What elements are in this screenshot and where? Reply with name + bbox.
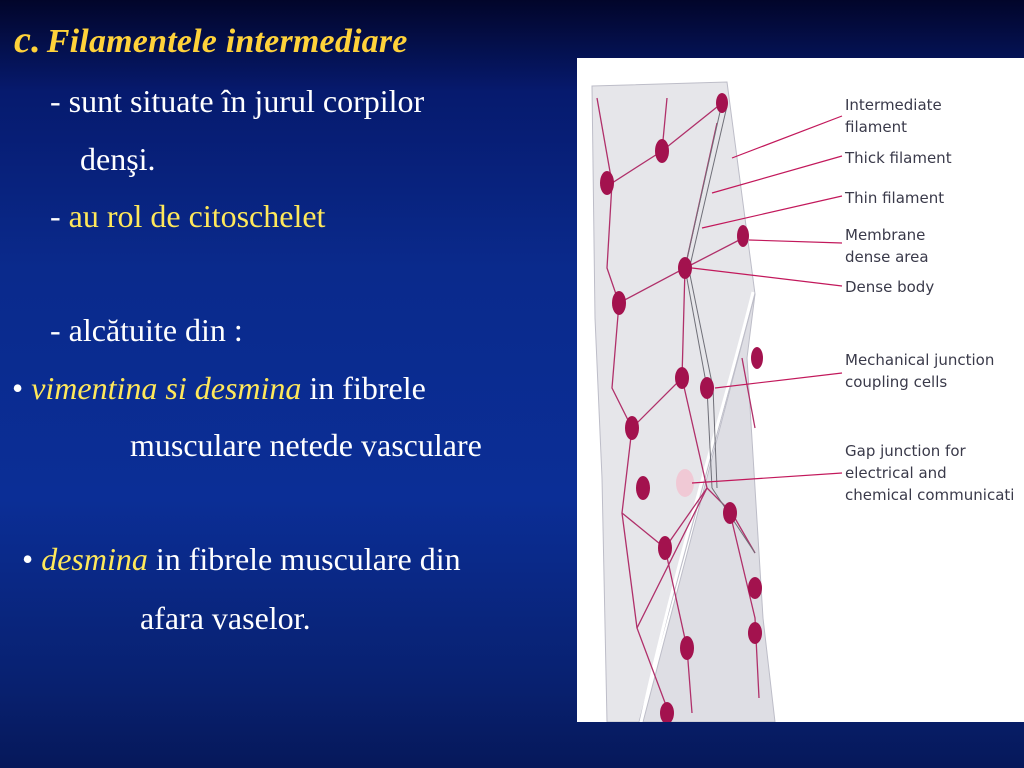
dense-body (737, 225, 749, 247)
label-thin-filament: Thin filament (845, 189, 945, 207)
bullet-line-2: denşi. (80, 141, 156, 177)
dense-body (655, 139, 669, 163)
label-thick-filament: Thick filament (845, 149, 952, 167)
gap-junction (676, 469, 694, 497)
dense-body (751, 347, 763, 369)
bullet-line-5-italic: vimentina si desmina (31, 370, 302, 406)
label-mechanical-junction: Mechanical junction (845, 351, 995, 369)
dense-body (680, 636, 694, 660)
label-filament: filament (845, 118, 908, 136)
bullet-line-5-rest: in fibrele (301, 370, 426, 406)
bullet-line-6: musculare netede vasculare (130, 427, 482, 463)
label-dense-body: Dense body (845, 278, 935, 296)
bullet-line-8: afara vaselor. (140, 600, 311, 636)
smooth-muscle-diagram (577, 58, 1024, 722)
title-letter: c. (14, 19, 41, 61)
bullet-line-5 (12, 370, 426, 407)
label-intermediate: Intermediate (845, 96, 942, 114)
label-membrane: Membrane (845, 226, 926, 244)
dense-body (716, 93, 728, 113)
dense-body (612, 291, 626, 315)
dense-body (658, 536, 672, 560)
bullet-line-3 (50, 198, 325, 235)
label-electrical: electrical and (845, 464, 947, 482)
label-gap-junction: Gap junction for (845, 442, 966, 460)
bullet-line-7-rest: in fibrele musculare din (147, 541, 461, 577)
dense-body (723, 502, 737, 524)
title-text: Filamentele intermediare (46, 23, 408, 60)
dense-body (700, 377, 714, 399)
dense-body (600, 171, 614, 195)
bullet-marker: • (12, 370, 32, 406)
label-dense-area: dense area (845, 248, 929, 266)
figure-labels (844, 96, 1014, 504)
bullet-marker: • (22, 541, 42, 577)
dense-body (678, 257, 692, 279)
slide-title (14, 18, 408, 62)
dense-body (625, 416, 639, 440)
bullet-line-1: - sunt situate în jurul corpilor (50, 83, 425, 119)
label-chemical: chemical communicati (845, 486, 1015, 504)
bullet-line-3-prefix: - (50, 198, 69, 234)
bullet-line-4: - alcătuite din : (50, 312, 243, 348)
bullet-line-7 (22, 541, 461, 578)
dense-body (675, 367, 689, 389)
dense-body (748, 622, 762, 644)
bullet-line-3-highlight: au rol de citoschelet (68, 198, 326, 234)
dense-body (636, 476, 650, 500)
dense-body (748, 577, 762, 599)
label-coupling-cells: coupling cells (845, 373, 948, 391)
bullet-line-7-italic: desmina (41, 541, 148, 577)
